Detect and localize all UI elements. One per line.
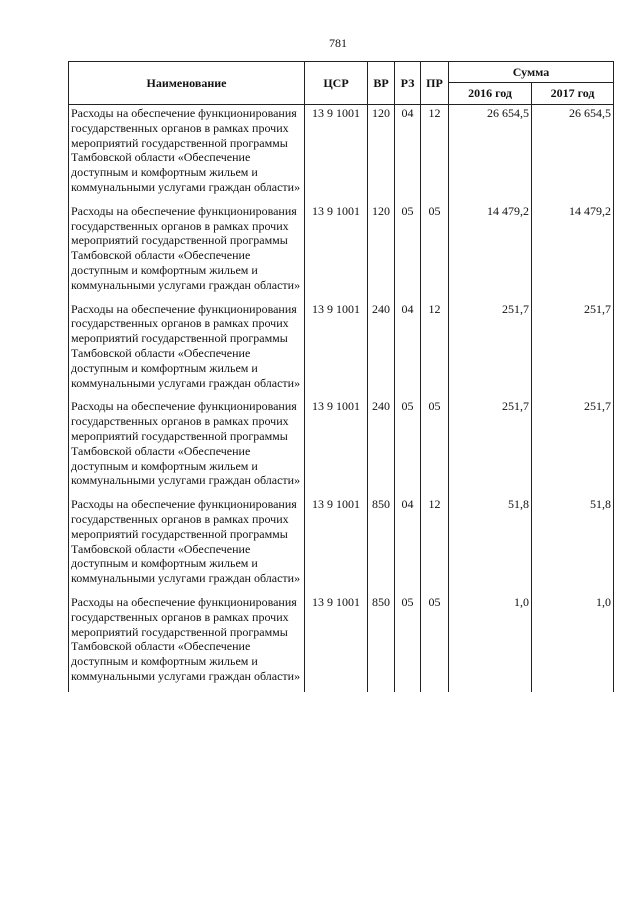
row-vr: 240 — [368, 398, 395, 496]
budget-table — [68, 61, 614, 693]
row-rz: 05 — [395, 203, 421, 301]
row-csr: 13 9 1001 — [305, 496, 368, 594]
header-csr: ЦСР — [305, 62, 368, 105]
header-pr: ПР — [421, 62, 449, 105]
row-name: Расходы на обеспечение функционирования государственных органов в рамках прочих мероприятий государственной программы Тамбовской области «Обеспечение доступным и комфортным жильем и коммунальными услугами граждан области» — [69, 594, 305, 692]
row-vr: 120 — [368, 203, 395, 301]
row-csr: 13 9 1001 — [305, 594, 368, 692]
row-sum-2017: 51,8 — [532, 496, 614, 594]
row-name: Расходы на обеспечение функционирования государственных органов в рамках прочих мероприятий государственной программы Тамбовской области «Обеспечение доступным и комфортным жильем и коммунальными услугами граждан области» — [69, 203, 305, 301]
row-pr: 05 — [421, 203, 449, 301]
row-name: Расходы на обеспечение функционирования государственных органов в рамках прочих мероприятий государственной программы Тамбовской области «Обеспечение доступным и комфортным жильем и коммунальными услугами граждан области» — [69, 105, 305, 203]
table-row — [69, 203, 614, 301]
header-sum: Сумма — [449, 62, 614, 83]
row-sum-2017: 26 654,5 — [532, 105, 614, 203]
row-rz: 04 — [395, 496, 421, 594]
row-sum-2017: 14 479,2 — [532, 203, 614, 301]
row-csr: 13 9 1001 — [305, 398, 368, 496]
row-vr: 240 — [368, 301, 395, 399]
header-rz: РЗ — [395, 62, 421, 105]
row-pr: 05 — [421, 398, 449, 496]
row-pr: 12 — [421, 105, 449, 203]
row-sum-2017: 251,7 — [532, 301, 614, 399]
row-sum-2016: 251,7 — [449, 301, 532, 399]
table-row — [69, 301, 614, 399]
row-sum-2017: 1,0 — [532, 594, 614, 692]
row-pr: 05 — [421, 594, 449, 692]
row-vr: 850 — [368, 496, 395, 594]
header-year-2017: 2017 год — [532, 83, 614, 105]
header-vr: ВР — [368, 62, 395, 105]
table-header-row — [69, 62, 614, 83]
table-row — [69, 496, 614, 594]
row-pr: 12 — [421, 301, 449, 399]
table-row — [69, 105, 614, 203]
row-vr: 120 — [368, 105, 395, 203]
row-rz: 05 — [395, 398, 421, 496]
row-csr: 13 9 1001 — [305, 301, 368, 399]
header-name: Наименование — [69, 62, 305, 105]
page-number: 781 — [329, 36, 347, 50]
row-rz: 05 — [395, 594, 421, 692]
row-rz: 04 — [395, 301, 421, 399]
header-year-2016: 2016 год — [449, 83, 532, 105]
row-sum-2016: 26 654,5 — [449, 105, 532, 203]
row-pr: 12 — [421, 496, 449, 594]
row-vr: 850 — [368, 594, 395, 692]
row-sum-2017: 251,7 — [532, 398, 614, 496]
table-row — [69, 398, 614, 496]
row-name: Расходы на обеспечение функционирования государственных органов в рамках прочих мероприятий государственной программы Тамбовской области «Обеспечение доступным и комфортным жильем и коммунальными услугами граждан области» — [69, 496, 305, 594]
row-rz: 04 — [395, 105, 421, 203]
row-sum-2016: 1,0 — [449, 594, 532, 692]
row-name: Расходы на обеспечение функционирования государственных органов в рамках прочих мероприятий государственной программы Тамбовской области «Обеспечение доступным и комфортным жильем и коммунальными услугами граждан области» — [69, 398, 305, 496]
row-sum-2016: 51,8 — [449, 496, 532, 594]
row-csr: 13 9 1001 — [305, 203, 368, 301]
row-csr: 13 9 1001 — [305, 105, 368, 203]
row-sum-2016: 251,7 — [449, 398, 532, 496]
row-name: Расходы на обеспечение функционирования государственных органов в рамках прочих мероприятий государственной программы Тамбовской области «Обеспечение доступным и комфортным жильем и коммунальными услугами граждан области» — [69, 301, 305, 399]
row-sum-2016: 14 479,2 — [449, 203, 532, 301]
table-row — [69, 594, 614, 692]
